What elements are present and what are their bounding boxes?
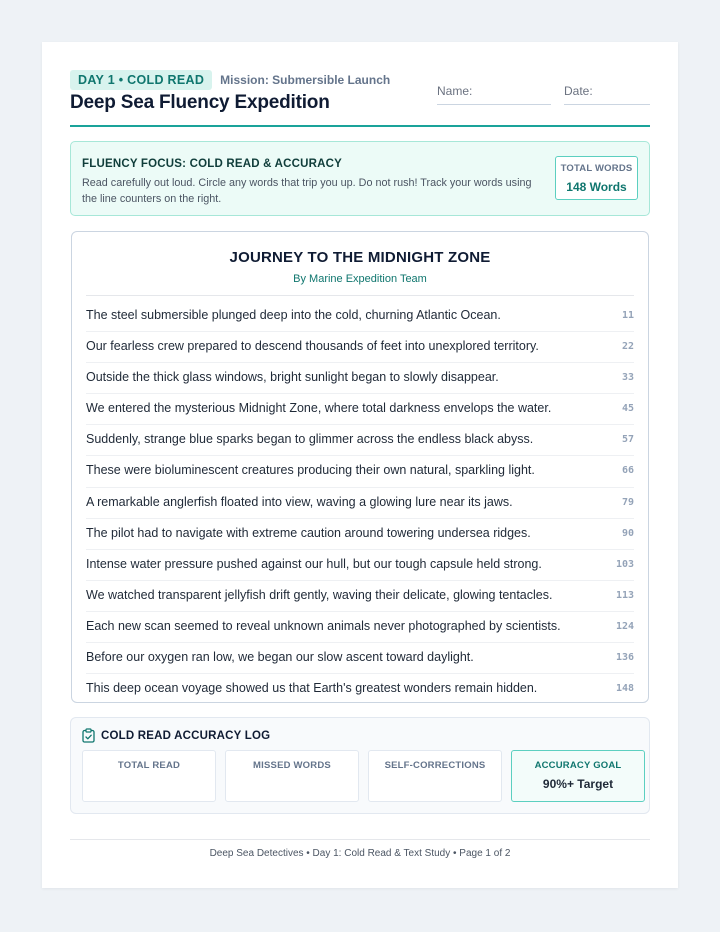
accuracy-goal-label: ACCURACY GOAL (534, 760, 622, 771)
date-field[interactable] (564, 84, 650, 98)
page-footer: Deep Sea Detectives • Day 1: Cold Read & Text Study • Page 1 of 2 (209, 848, 511, 859)
word-count: 148 (615, 683, 634, 695)
passage-line (86, 613, 634, 643)
date-underline (564, 104, 650, 105)
passage-divider (86, 295, 634, 296)
passage-line-text: Our fearless crew prepared to descend thousands of feet into unexplored territory. (86, 339, 539, 354)
accuracy-goal-value: 90%+ Target (542, 777, 614, 791)
day-badge: DAY 1 • COLD READ (70, 70, 212, 90)
word-count: 45 (621, 403, 634, 415)
passage-line-text: We watched transparent jellyfish drift gently, waving their delicate, glowing tentacles. (86, 587, 553, 602)
passage-title: JOURNEY TO THE MIDNIGHT ZONE (229, 249, 491, 266)
header-divider (70, 125, 650, 127)
accuracy-log (70, 717, 650, 814)
passage-line-text: A remarkable anglerfish floated into view, waving a glowing lure near its jaws. (86, 494, 513, 509)
name-field[interactable] (437, 84, 551, 98)
word-count: 90 (621, 527, 634, 539)
word-count: 124 (615, 620, 634, 632)
passage-line (86, 457, 634, 487)
fluency-focus-box (70, 141, 650, 216)
log-title: COLD READ ACCURACY LOG (101, 729, 271, 742)
passage-line (86, 364, 634, 394)
missed-words-label: MISSED WORDS (253, 760, 331, 771)
mission-label: Mission: Submersible Launch (220, 73, 391, 87)
focus-title: FLUENCY FOCUS: COLD READ & ACCURACY (82, 158, 342, 170)
word-count: 66 (621, 465, 634, 477)
word-count: 33 (621, 372, 634, 384)
accuracy-goal-cell (511, 750, 645, 802)
passage-line-text: This deep ocean voyage showed us that Earth's greatest wonders remain hidden. (86, 681, 538, 696)
total-read-label: TOTAL READ (117, 760, 181, 771)
clipboard-check-icon (82, 728, 95, 743)
log-cells (82, 750, 645, 802)
name-label: Name: (437, 84, 473, 98)
passage-line (86, 644, 634, 674)
total-words-value: 148 Words (566, 180, 627, 194)
passage-lines (86, 302, 634, 705)
passage-line-text: Before our oxygen ran low, we began our slow ascent toward daylight. (86, 650, 474, 665)
focus-instructions: Read carefully out loud. Circle any words that trip you up. Do not rush! Track your words using the line counters on the right. (82, 177, 532, 205)
word-count: 11 (621, 310, 634, 321)
badge-row (70, 70, 390, 90)
passage-line-text: Suddenly, strange blue sparks began to glimmer across the endless black abyss. (86, 432, 534, 447)
total-words-box (555, 156, 638, 200)
passage-line-text: The pilot had to navigate with extreme caution around towering undersea ridges. (86, 525, 531, 540)
passage-line (86, 520, 634, 550)
word-count: 113 (615, 589, 634, 601)
passage-line (86, 426, 634, 456)
worksheet-header (70, 70, 650, 128)
passage-line-text: Each new scan seemed to reveal unknown animals never photographed by scientists. (86, 618, 561, 633)
self-corrections-cell[interactable] (368, 750, 502, 802)
date-label: Date: (564, 84, 593, 98)
passage-line (86, 489, 634, 519)
word-count: 79 (621, 496, 634, 508)
passage-line-text: Intense water pressure pushed against our hull, but our tough capsule held strong. (86, 556, 542, 571)
footer-divider (70, 839, 650, 840)
passage-line-text: The steel submersible plunged deep into the cold, churning Atlantic Ocean. (86, 308, 501, 322)
name-underline (437, 104, 551, 105)
passage-line-text: These were bioluminescent creatures producing their own natural, sparkling light. (86, 463, 535, 478)
log-header (82, 728, 270, 743)
reading-passage (71, 231, 649, 703)
passage-line (86, 302, 634, 332)
worksheet-page (42, 42, 678, 888)
word-count: 22 (621, 341, 634, 353)
word-count: 57 (621, 434, 634, 446)
passage-line (86, 395, 634, 425)
passage-byline: By Marine Expedition Team (293, 273, 427, 285)
word-count: 136 (615, 652, 634, 664)
word-count: 103 (615, 558, 634, 570)
self-corrections-label: SELF-CORRECTIONS (384, 760, 486, 771)
missed-words-cell[interactable] (225, 750, 359, 802)
passage-line (86, 551, 634, 581)
passage-line (86, 333, 634, 363)
total-read-cell[interactable] (82, 750, 216, 802)
page-title: Deep Sea Fluency Expedition (70, 92, 330, 113)
passage-line (86, 675, 634, 704)
passage-line-text: Outside the thick glass windows, bright sunlight began to slowly disappear. (86, 370, 499, 385)
passage-line-text: We entered the mysterious Midnight Zone, where total darkness envelops the water. (86, 401, 552, 416)
passage-line (86, 582, 634, 612)
total-words-label: TOTAL WORDS (560, 163, 633, 174)
